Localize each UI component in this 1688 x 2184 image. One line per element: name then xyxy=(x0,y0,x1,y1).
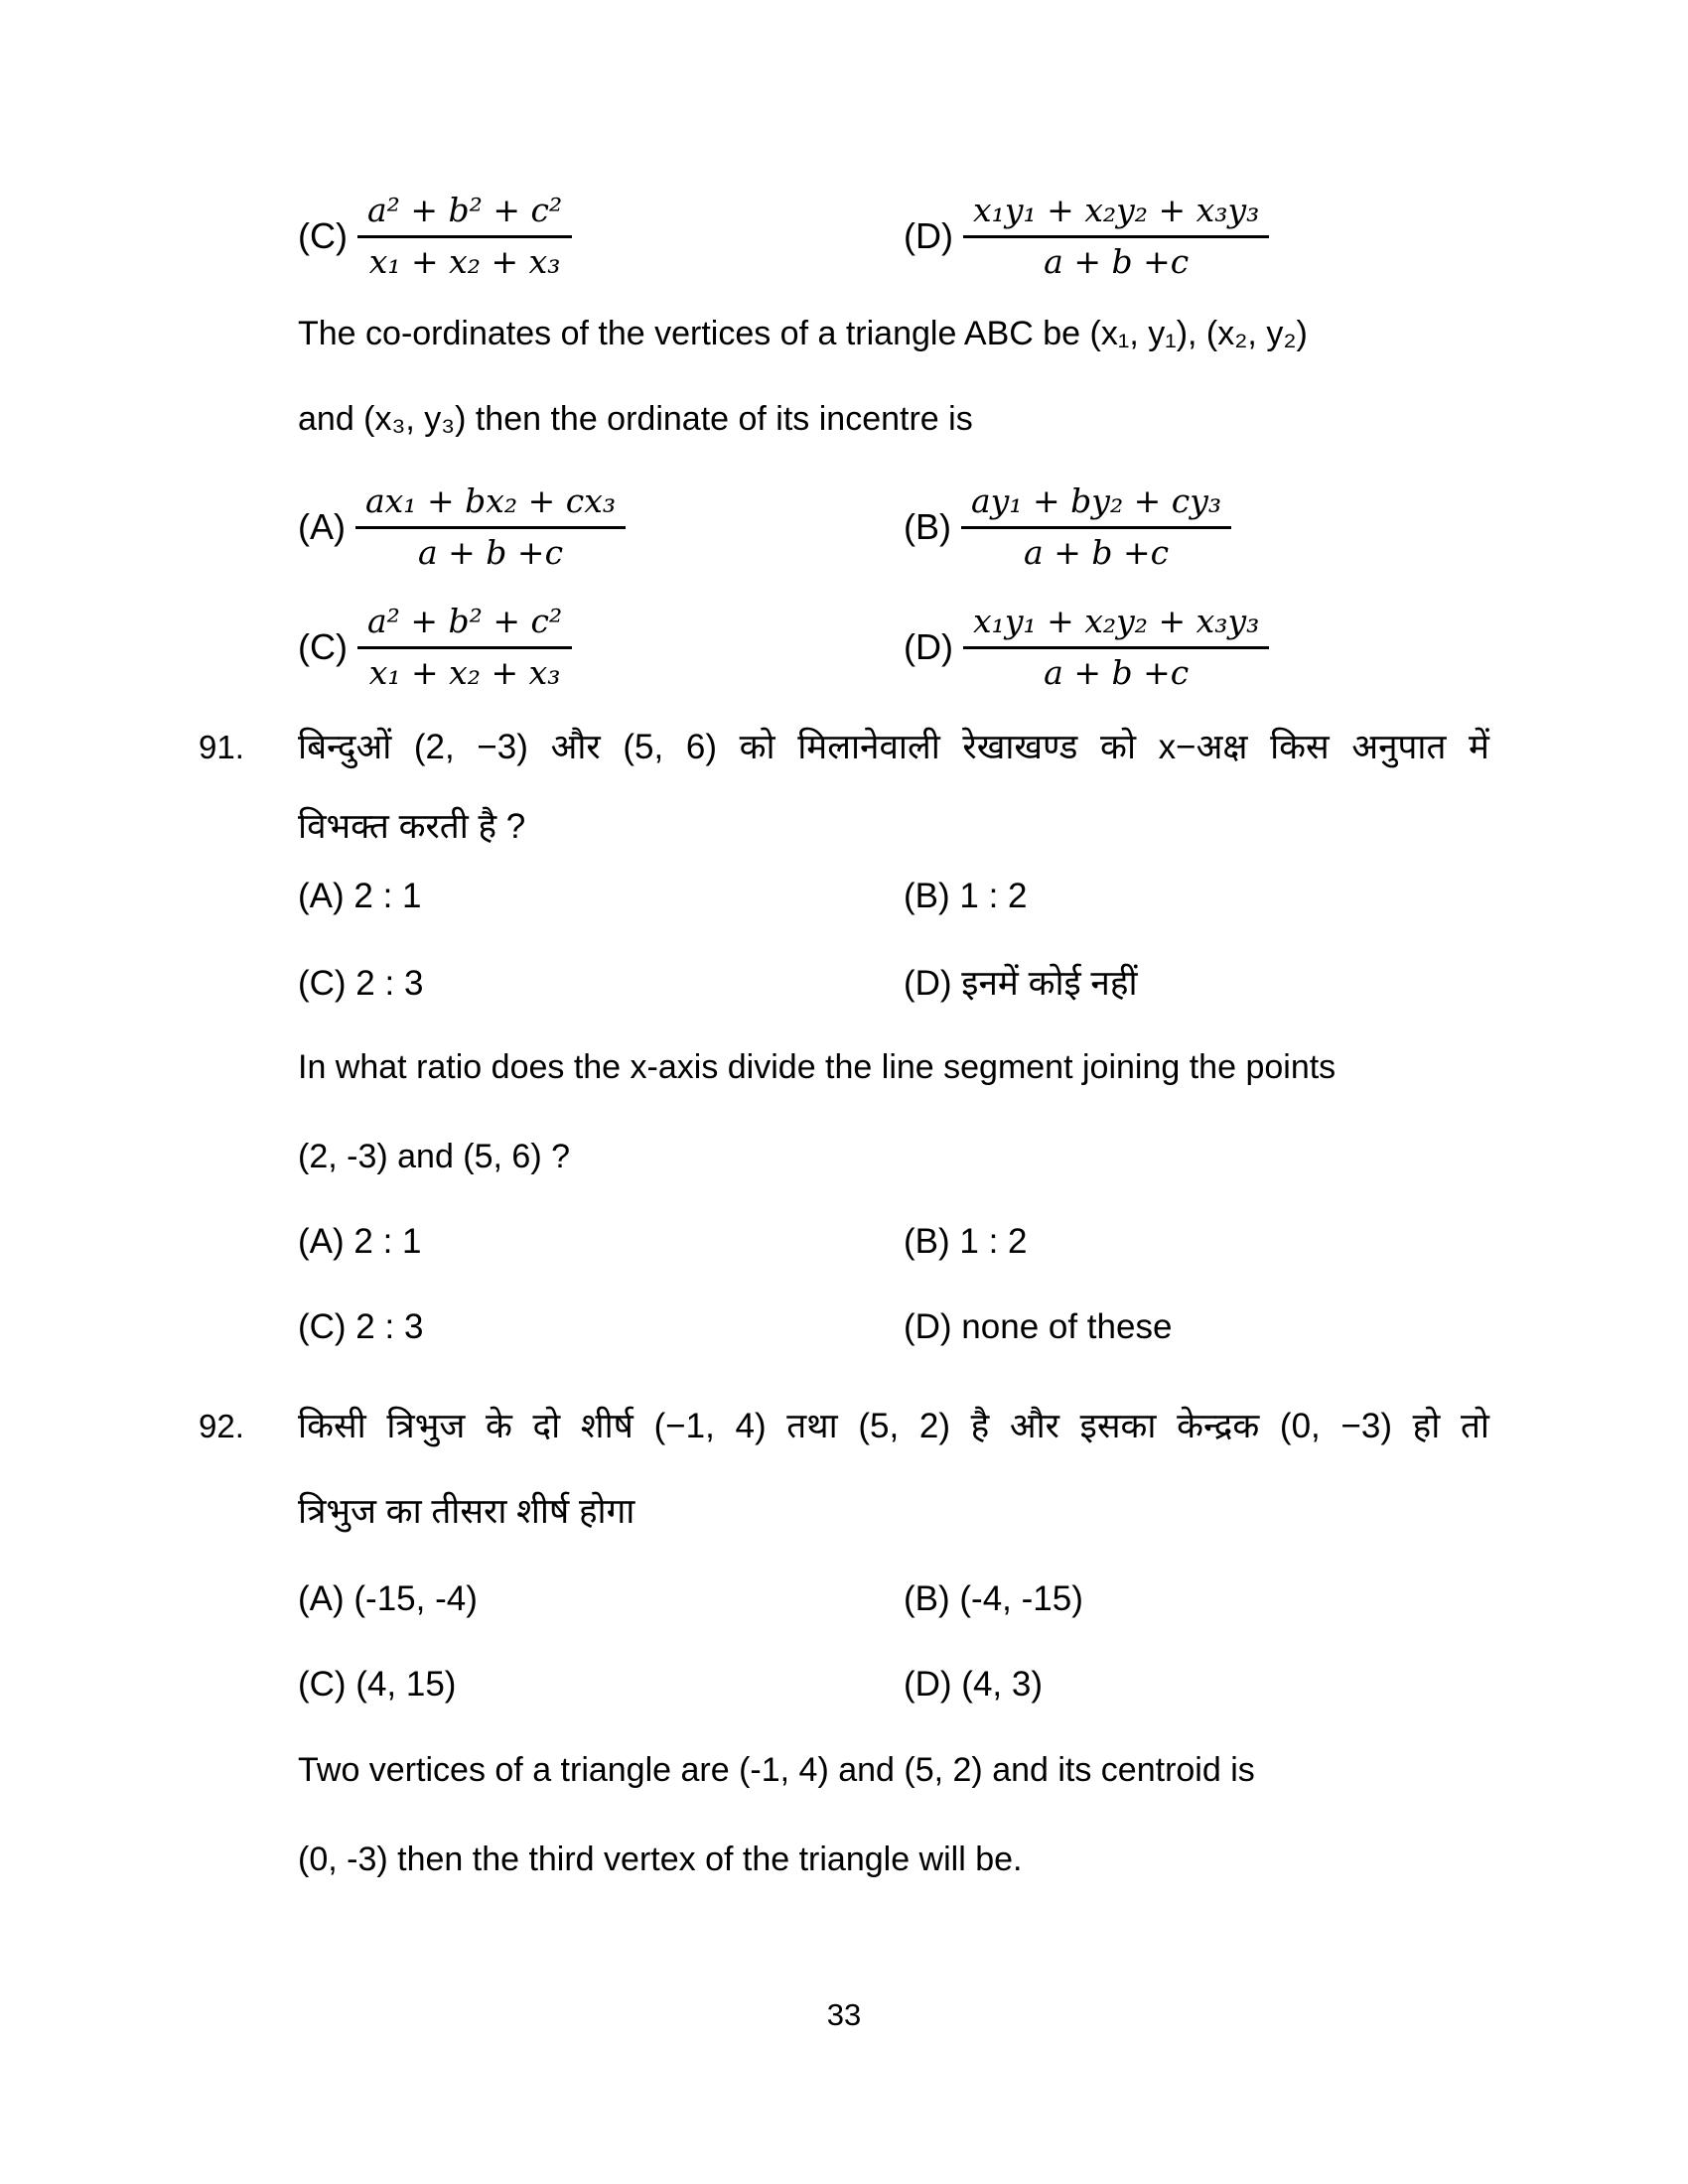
fraction-numerator: x₁y₁ + x₂y₂ + x₃y₃ xyxy=(963,602,1269,649)
fraction xyxy=(963,191,1269,281)
option-d xyxy=(904,191,1489,281)
fraction-numerator: x₁y₁ + x₂y₂ + x₃y₃ xyxy=(963,191,1269,238)
option-d: (D) इनमें कोई नहीं xyxy=(904,963,1138,1003)
fraction xyxy=(355,481,626,572)
fraction-numerator: a² + b² + c² xyxy=(357,191,572,238)
question-text: बिन्दुओं (2, −3) और (5, 6) को मिलानेवाली रेखाखण्ड को x−अक्ष किस अनुपात में xyxy=(298,727,1489,766)
option-c: (C) 2 : 3 xyxy=(298,963,424,1003)
fraction-numerator: ay₁ + by₂ + cy₃ xyxy=(961,481,1231,529)
options-row xyxy=(298,874,1489,919)
option-label: (D) xyxy=(904,214,953,256)
question-92-english-line: Two vertices of a triangle are (-1, 4) and (5, 2) and its centroid is xyxy=(298,1750,1255,1789)
fraction-denominator: a + b +c xyxy=(1024,532,1170,572)
question-english-line: The co-ordinates of the vertices of a triangle ABC be (x₁, y₁), (x₂, y₂) xyxy=(298,315,1308,353)
question-92-hindi-line xyxy=(199,1402,1489,1451)
option-a: (A) 2 : 1 xyxy=(298,876,422,915)
option-c xyxy=(298,191,904,281)
fraction-denominator: a + b +c xyxy=(418,532,564,572)
option-b xyxy=(904,481,1489,572)
option-c xyxy=(298,602,904,692)
fraction xyxy=(961,481,1231,572)
question-text: किसी त्रिभुज के दो शीर्ष (−1, 4) तथा (5, 2) है और इसका केन्द्रक (0, −3) हो तो xyxy=(298,1406,1489,1445)
question-91-hindi-line: विभक्त करती है ? xyxy=(298,806,526,846)
options-row-cd-top xyxy=(298,191,1489,281)
option-c: (C) 2 : 3 xyxy=(298,1306,424,1346)
option-a xyxy=(298,481,904,572)
question-91-english-line: (2, -3) and (5, 6) ? xyxy=(298,1137,571,1175)
question-number: 92. xyxy=(199,1407,244,1444)
options-row xyxy=(298,1304,1489,1350)
fraction-denominator: a + b +c xyxy=(1044,652,1190,692)
question-english-line: and (x₃, y₃) then the ordinate of its incentre is xyxy=(298,400,973,439)
question-91-hindi-line xyxy=(199,723,1489,772)
question-92-english-line: (0, -3) then the third vertex of the triangle will be. xyxy=(298,1840,1023,1878)
fraction-numerator: ax₁ + bx₂ + cx₃ xyxy=(355,481,626,529)
fraction-denominator: a + b +c xyxy=(1044,241,1190,281)
fraction xyxy=(357,191,572,281)
options-row xyxy=(298,1219,1489,1265)
option-label: (C) xyxy=(298,214,348,256)
option-label: (C) xyxy=(298,625,348,667)
option-d xyxy=(904,602,1489,692)
fraction xyxy=(963,602,1269,692)
fraction-denominator: x₁ + x₂ + x₃ xyxy=(368,652,561,692)
fraction xyxy=(357,602,572,692)
option-a: (A) (-15, -4) xyxy=(298,1578,478,1618)
question-91-english-line: In what ratio does the x-axis divide the line segment joining the points xyxy=(298,1047,1336,1086)
option-label: (A) xyxy=(298,505,346,547)
option-b: (B) 1 : 2 xyxy=(904,1221,1028,1261)
page-content xyxy=(199,191,1489,1922)
option-b: (B) 1 : 2 xyxy=(904,876,1028,915)
option-a: (A) 2 : 1 xyxy=(298,1221,422,1261)
option-label: (B) xyxy=(904,505,951,547)
options-row xyxy=(298,959,1489,1005)
option-d: (D) (4, 3) xyxy=(904,1664,1043,1704)
fraction-numerator: a² + b² + c² xyxy=(357,602,572,649)
page-number: 33 xyxy=(826,1997,862,2032)
fraction-denominator: x₁ + x₂ + x₃ xyxy=(368,241,561,281)
question-number: 91. xyxy=(199,728,244,765)
options-row xyxy=(298,1576,1489,1622)
option-d: (D) none of these xyxy=(904,1306,1173,1346)
options-row-cd xyxy=(298,602,1489,692)
question-92-hindi-line: त्रिभुज का तीसरा शीर्ष होगा xyxy=(298,1491,635,1531)
option-label: (D) xyxy=(904,625,953,667)
option-b: (B) (-4, -15) xyxy=(904,1578,1083,1618)
options-row-ab xyxy=(298,481,1489,572)
options-row xyxy=(298,1662,1489,1707)
option-c: (C) (4, 15) xyxy=(298,1664,457,1704)
